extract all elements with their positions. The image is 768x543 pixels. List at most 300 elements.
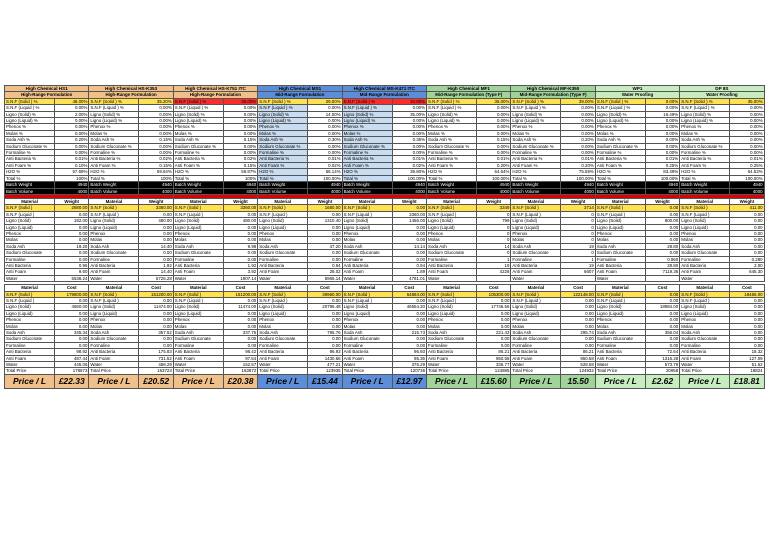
spec-label[interactable]: Total % [427, 175, 477, 181]
weight-value[interactable]: 0.00 [55, 211, 89, 217]
cost-header[interactable]: Cost [55, 285, 89, 291]
cost-header[interactable]: Cost [308, 285, 342, 291]
spec-label[interactable]: Batch Weight [89, 182, 139, 188]
material-label[interactable]: Molas [427, 323, 477, 329]
material-label[interactable]: S.N.F (Liquid ) [258, 298, 308, 304]
spec-label[interactable]: Soda Ash % [89, 137, 139, 143]
material-label[interactable]: Anti Bacteria [258, 262, 308, 268]
weight-value[interactable]: 0.00 [392, 224, 426, 230]
spec-label[interactable]: Molas % [427, 130, 477, 136]
material-label[interactable]: S.N.F (Solid ) [511, 291, 561, 297]
spec-value[interactable]: 39.00% [561, 98, 595, 104]
material-header[interactable]: Material [173, 285, 223, 291]
material-header[interactable]: Material [89, 198, 139, 204]
material-label[interactable]: Ligno (Solid) [427, 218, 477, 224]
cost-value[interactable]: 0.00 [139, 342, 173, 348]
spec-value[interactable]: 0.00% [645, 118, 679, 124]
weight-value[interactable]: 0.00 [139, 224, 173, 230]
spec-label[interactable]: Molas % [342, 130, 392, 136]
spec-value[interactable]: 4000 [730, 188, 764, 194]
material-header[interactable]: Material [511, 285, 561, 291]
spec-label[interactable]: Formaline % [173, 150, 223, 156]
material-label[interactable]: Ligno (Liquid) [511, 224, 561, 230]
weight-value[interactable]: 3360.00 [392, 211, 426, 217]
spec-value[interactable]: 0.00% [139, 130, 173, 136]
cost-value[interactable]: 0.00 [645, 291, 679, 297]
spec-value[interactable]: 0.00% [223, 111, 257, 117]
spec-value[interactable]: 4940 [139, 182, 173, 188]
material-label[interactable]: Molas [511, 237, 561, 243]
material-label[interactable]: Molas [89, 237, 139, 243]
spec-value[interactable]: 0.00% [730, 124, 764, 130]
cost-value[interactable]: 0.00 [561, 317, 595, 323]
spec-label[interactable]: Ligno (Liquid) % [173, 118, 223, 124]
product-title[interactable]: High Chemical MS-K471 ITC [342, 86, 426, 92]
spec-label[interactable]: Ligno (Solid) % [595, 111, 645, 117]
material-label[interactable]: Sodium Gluconate [258, 336, 308, 342]
cost-value[interactable]: 0.00 [645, 310, 679, 316]
cost-header[interactable]: Cost [561, 285, 595, 291]
spec-label[interactable]: Ligno (Liquid) % [680, 118, 730, 124]
weight-value[interactable]: 0 [561, 218, 595, 224]
total-price-label[interactable]: Total Price [89, 368, 139, 374]
material-label[interactable]: Anti Foam [342, 355, 392, 361]
spec-value[interactable]: 0.00% [308, 124, 342, 130]
weight-value[interactable]: 0.00 [308, 230, 342, 236]
spec-value[interactable]: 0.02% [223, 156, 257, 162]
spec-label[interactable]: Batch Weight [680, 182, 730, 188]
material-label[interactable]: S.N.F (Liquid ) [427, 298, 477, 304]
spec-label[interactable]: Ligno (Liquid) % [511, 118, 561, 124]
total-price-label[interactable]: Total Price [511, 368, 561, 374]
spec-label[interactable]: Anti Bacteria % [342, 156, 392, 162]
weight-value[interactable]: 3.92 [223, 269, 257, 275]
cost-value[interactable]: 0.00 [561, 336, 595, 342]
spec-label[interactable]: Ligno (Solid) % [511, 111, 561, 117]
material-label[interactable]: Ligno (Solid) [258, 218, 308, 224]
material-label[interactable]: Soda Ash [511, 243, 561, 249]
spec-label[interactable]: Soda Ash % [595, 137, 645, 143]
material-label[interactable]: Anti Bacteria [173, 262, 223, 268]
material-label[interactable]: Anti Bacteria [89, 262, 139, 268]
spec-value[interactable]: 35.00% [223, 98, 257, 104]
product-subtitle[interactable]: Water Proofing [595, 92, 679, 98]
material-header[interactable]: Material [258, 285, 308, 291]
cost-value[interactable]: 0.00 [139, 323, 173, 329]
spec-label[interactable]: Ligno (Solid) % [342, 111, 392, 117]
cost-value[interactable]: 46554.20 [392, 304, 426, 310]
weight-value[interactable]: 0.00 [645, 250, 679, 256]
material-label[interactable]: Formaline [680, 256, 730, 262]
material-label[interactable]: Anti Bacteria [511, 262, 561, 268]
spec-label[interactable]: S.N.F (Solid ) % [173, 98, 223, 104]
weight-value[interactable]: 14.40 [139, 269, 173, 275]
material-label[interactable]: S.N.F (Solid ) [5, 205, 55, 211]
spec-label[interactable]: Soda Ash % [5, 137, 55, 143]
spec-value[interactable]: 0.00% [730, 150, 764, 156]
weight-value[interactable]: 0 [477, 250, 511, 256]
price-value[interactable]: £20.38 [223, 374, 257, 388]
weight-value[interactable]: 0.00 [55, 230, 89, 236]
weight-value[interactable]: 19 [477, 262, 511, 268]
price-value[interactable]: £15.60 [477, 374, 511, 388]
spec-value[interactable]: 0.00% [308, 105, 342, 111]
spec-label[interactable]: Phenox % [258, 124, 308, 130]
cost-value[interactable]: 11474.00 [139, 304, 173, 310]
material-header[interactable]: Material [258, 198, 308, 204]
material-label[interactable]: S.N.F (Liquid ) [173, 211, 223, 217]
cost-value[interactable]: 152.57 [223, 362, 257, 368]
material-label[interactable]: Ligno (Solid) [595, 218, 645, 224]
weight-value[interactable]: 0.00 [645, 230, 679, 236]
spec-value[interactable]: 0.00% [139, 143, 173, 149]
material-label[interactable]: Sodium Gluconate [173, 250, 223, 256]
material-label[interactable]: Ligno (Solid) [5, 304, 55, 310]
spec-value[interactable]: 35.00% [477, 98, 511, 104]
weight-value[interactable]: 1.92 [139, 262, 173, 268]
cost-value[interactable]: 0.00 [561, 298, 595, 304]
spec-value[interactable]: 0.00% [477, 143, 511, 149]
material-label[interactable]: Soda Ash [258, 243, 308, 249]
spec-label[interactable]: Molas % [680, 130, 730, 136]
spec-value[interactable]: 35.20% [139, 98, 173, 104]
spec-value[interactable]: 0.00% [223, 105, 257, 111]
spec-value[interactable]: 48.00% [55, 98, 89, 104]
weight-value[interactable]: 1680.00 [308, 205, 342, 211]
cost-value[interactable]: 127.09 [730, 355, 764, 361]
spec-label[interactable]: Formaline % [89, 150, 139, 156]
material-label[interactable]: Ligno (Solid) [173, 218, 223, 224]
material-label[interactable]: Soda Ash [595, 243, 645, 249]
spec-value[interactable]: 0.00% [561, 130, 595, 136]
material-label[interactable]: Formaline [89, 342, 139, 348]
weight-value[interactable]: 0.00 [55, 256, 89, 262]
weight-value[interactable]: 0.94 [308, 262, 342, 268]
spec-label[interactable]: H2O % [427, 169, 477, 175]
weight-value[interactable]: 19 [561, 262, 595, 268]
spec-value[interactable]: 0.00% [561, 105, 595, 111]
material-label[interactable]: Formaline [5, 342, 55, 348]
spec-value[interactable]: 0.00% [308, 118, 342, 124]
material-label[interactable]: Ligno (Solid) [342, 218, 392, 224]
spec-value[interactable]: 0.00% [645, 137, 679, 143]
price-label[interactable]: Price / L [511, 374, 561, 388]
cost-value[interactable]: 0.00 [392, 323, 426, 329]
spec-label[interactable]: Sodium Gluconate % [342, 143, 392, 149]
spec-value[interactable]: 0.00% [561, 111, 595, 117]
spec-value[interactable]: 0.00% [730, 111, 764, 117]
material-label[interactable]: Phenox [342, 317, 392, 323]
weight-value[interactable]: 0.00 [730, 237, 764, 243]
material-label[interactable]: S.N.F (Liquid ) [427, 211, 477, 217]
spec-label[interactable]: S.N.F (Solid ) % [258, 98, 308, 104]
spec-value[interactable]: 0.00% [55, 105, 89, 111]
cost-value[interactable]: 105300.00 [477, 291, 511, 297]
material-label[interactable]: Formaline [173, 342, 223, 348]
spec-label[interactable]: Total % [5, 175, 55, 181]
weight-value[interactable]: 4781.01 [392, 275, 426, 281]
spec-value[interactable]: 29.00% [308, 98, 342, 104]
spec-value[interactable]: 0.00% [561, 124, 595, 130]
material-label[interactable]: Ligno (Solid) [89, 218, 139, 224]
spec-label[interactable]: Batch Weight [342, 182, 392, 188]
weight-value[interactable]: 0.00 [730, 218, 764, 224]
spec-value[interactable]: 56.14% [308, 169, 342, 175]
spec-label[interactable]: Anti Foam % [595, 162, 645, 168]
weight-value[interactable]: 0.00 [55, 224, 89, 230]
material-label[interactable]: Molas [258, 323, 308, 329]
material-label[interactable]: Anti Bacteria [5, 262, 55, 268]
spec-value[interactable]: 0.20% [477, 162, 511, 168]
material-label[interactable]: Ligno (Liquid) [89, 224, 139, 230]
spec-value[interactable]: 0.30% [308, 137, 342, 143]
material-label[interactable]: Molas [595, 237, 645, 243]
material-label[interactable]: S.N.F (Liquid ) [258, 211, 308, 217]
material-label[interactable]: Anti Foam [595, 355, 645, 361]
spec-label[interactable]: Anti Foam % [173, 162, 223, 168]
material-label[interactable]: Ligno (Liquid) [342, 310, 392, 316]
spec-value[interactable]: 100.00% [308, 175, 342, 181]
cost-value[interactable]: 0.00 [645, 336, 679, 342]
weight-value[interactable]: 0.00 [308, 237, 342, 243]
spec-value[interactable]: 4940 [561, 182, 595, 188]
spec-label[interactable]: S.N.F (Liquid ) % [680, 105, 730, 111]
material-label[interactable]: Molas [342, 323, 392, 329]
cost-value[interactable]: 357.52 [139, 330, 173, 336]
product-title[interactable]: High Chemical MF-K350 [511, 86, 595, 92]
weight-header[interactable]: Weight [55, 198, 89, 204]
cost-value[interactable]: 0.00 [730, 336, 764, 342]
spec-label[interactable]: Anti Bacteria % [511, 156, 561, 162]
spec-label[interactable]: H2O % [680, 169, 730, 175]
material-label[interactable]: Sodium Gluconate [595, 250, 645, 256]
spec-label[interactable]: Batch Volume [89, 188, 139, 194]
material-label[interactable]: Ligno (Liquid) [5, 224, 55, 230]
product-subtitle[interactable]: Mid-Range Formulation (Type F) [427, 92, 511, 98]
cost-value[interactable]: 98.92 [55, 349, 89, 355]
weight-value[interactable]: 0.00 [139, 230, 173, 236]
spec-value[interactable]: 0.02% [308, 162, 342, 168]
material-label[interactable]: Ligno (Liquid) [595, 224, 645, 230]
spec-label[interactable]: Soda Ash % [427, 137, 477, 143]
spec-label[interactable]: Ligno (Liquid) % [427, 118, 477, 124]
total-price-value[interactable]: 163723 [139, 368, 173, 374]
spec-label[interactable]: Batch Volume [173, 188, 223, 194]
spec-label[interactable]: Phenox % [89, 124, 139, 130]
weight-header[interactable]: Weight [477, 198, 511, 204]
weight-value[interactable]: 0.00 [223, 211, 257, 217]
spec-label[interactable]: Total % [258, 175, 308, 181]
weight-value[interactable]: 1310.40 [308, 218, 342, 224]
spec-value[interactable]: 4000 [308, 188, 342, 194]
product-title[interactable]: High Chemical HS-K353 [89, 86, 173, 92]
weight-value[interactable]: 1 [561, 256, 595, 262]
material-label[interactable]: Ligno (Liquid) [680, 224, 730, 230]
spec-label[interactable]: Ligno (Solid) % [258, 111, 308, 117]
material-label[interactable]: S.N.F (Solid ) [258, 291, 308, 297]
cost-value[interactable]: 0.00 [139, 336, 173, 342]
spec-value[interactable]: 0.00% [139, 150, 173, 156]
material-label[interactable]: Ligno (Solid) [258, 304, 308, 310]
material-label[interactable]: S.N.F (Liquid ) [342, 298, 392, 304]
material-header[interactable]: Material [680, 285, 730, 291]
spec-value[interactable]: 0.00% [730, 118, 764, 124]
material-label[interactable]: Molas [595, 323, 645, 329]
material-label[interactable]: S.N.F (Solid ) [258, 205, 308, 211]
material-label[interactable]: Sodium Gluconate [89, 250, 139, 256]
spec-label[interactable]: S.N.F (Solid ) % [680, 98, 730, 104]
spec-label[interactable]: Anti Bacteria % [427, 156, 477, 162]
material-label[interactable]: Soda Ash [89, 330, 139, 336]
weight-value[interactable]: 5725.28 [139, 275, 173, 281]
total-price-value[interactable]: 178673 [55, 368, 89, 374]
spec-label[interactable]: Anti Bacteria % [258, 156, 308, 162]
material-label[interactable]: Anti Foam [427, 269, 477, 275]
spec-label[interactable]: Batch Volume [427, 188, 477, 194]
material-label[interactable]: Molas [427, 237, 477, 243]
weight-value[interactable]: 0.960 [645, 256, 679, 262]
material-label[interactable]: S.N.F (Liquid ) [89, 298, 139, 304]
spec-value[interactable]: 0.00% [308, 150, 342, 156]
total-price-value[interactable]: 163872 [223, 368, 257, 374]
weight-value[interactable]: 1456.00 [392, 218, 426, 224]
spec-label[interactable]: Batch Volume [5, 188, 55, 194]
spec-value[interactable]: 0.00% [308, 130, 342, 136]
material-label[interactable]: Anti Bacteria [680, 262, 730, 268]
material-label[interactable]: Anti Foam [89, 355, 139, 361]
weight-value[interactable]: 480.00 [139, 218, 173, 224]
total-price-label[interactable]: Total Price [680, 368, 730, 374]
spec-label[interactable]: Sodium Gluconate % [5, 143, 55, 149]
material-label[interactable]: Soda Ash [89, 243, 139, 249]
material-label[interactable]: Phenox [595, 230, 645, 236]
material-label[interactable]: Anti Foam [173, 355, 223, 361]
cost-value[interactable]: 295.74 [561, 330, 595, 336]
spec-label[interactable]: Soda Ash % [680, 137, 730, 143]
spec-label[interactable]: S.N.F (Liquid ) % [173, 105, 223, 111]
material-label[interactable]: Phenox [258, 230, 308, 236]
spec-label[interactable]: Formaline % [595, 150, 645, 156]
weight-value[interactable]: 0.00 [308, 250, 342, 256]
spec-value[interactable]: 0.00% [139, 124, 173, 130]
material-label[interactable]: Phenox [173, 317, 223, 323]
spec-value[interactable]: 0.00% [223, 143, 257, 149]
material-label[interactable]: Ligno (Solid) [680, 218, 730, 224]
material-label[interactable]: Anti Foam [5, 355, 55, 361]
spec-value[interactable]: 0.01% [730, 156, 764, 162]
material-label[interactable]: S.N.F (Solid ) [680, 205, 730, 211]
product-title[interactable]: High Chemical HS1 [5, 86, 89, 92]
cost-value[interactable]: 151200.00 [139, 291, 173, 297]
spec-label[interactable]: Anti Foam % [427, 162, 477, 168]
material-label[interactable]: Anti Bacteria [595, 262, 645, 268]
cost-value[interactable]: 64884.00 [392, 291, 426, 297]
material-label[interactable]: Formaline [89, 256, 139, 262]
spec-label[interactable]: S.N.F (Solid ) % [342, 98, 392, 104]
weight-value[interactable]: 800.00 [645, 218, 679, 224]
cost-value[interactable]: 0.00 [392, 342, 426, 348]
weight-value[interactable]: 0 [477, 224, 511, 230]
weight-value[interactable]: 0 [561, 237, 595, 243]
weight-value[interactable]: 28.80 [645, 243, 679, 249]
material-label[interactable]: Phenox [5, 317, 55, 323]
material-label[interactable]: Soda Ash [342, 243, 392, 249]
material-label[interactable]: Water [173, 362, 223, 368]
material-label[interactable]: Ligno (Solid) [511, 304, 561, 310]
cost-value[interactable]: 0.00 [730, 304, 764, 310]
cost-value[interactable]: 0.00 [730, 323, 764, 329]
cost-value[interactable]: 11474.00 [223, 304, 257, 310]
spec-value[interactable]: 0.00% [477, 118, 511, 124]
weight-value[interactable]: 0.00 [55, 250, 89, 256]
material-label[interactable]: Formaline [511, 342, 561, 348]
material-label[interactable]: Molas [258, 237, 308, 243]
cost-value[interactable]: 51.62 [730, 362, 764, 368]
spec-value[interactable]: 35.00% [392, 111, 426, 117]
cost-value[interactable]: 0.00 [308, 323, 342, 329]
price-label[interactable]: Price / L [680, 374, 730, 388]
cost-value[interactable]: 0.00 [308, 317, 342, 323]
material-label[interactable]: Sodium Gluconate [511, 250, 561, 256]
cost-value[interactable]: 0.00 [139, 310, 173, 316]
spec-value[interactable]: 0.00% [55, 130, 89, 136]
spec-value[interactable]: 35.00% [730, 98, 764, 104]
spec-label[interactable]: Batch Weight [173, 182, 223, 188]
weight-value[interactable]: 4228 [477, 269, 511, 275]
material-label[interactable]: Soda Ash [5, 243, 55, 249]
material-label[interactable]: Ligno (Liquid) [89, 310, 139, 316]
cost-value[interactable]: 0.00 [645, 298, 679, 304]
spec-value[interactable]: 0.00% [645, 130, 679, 136]
material-label[interactable]: S.N.F (Solid ) [680, 291, 730, 297]
material-label[interactable]: Anti Bacteria [5, 349, 55, 355]
spec-value[interactable]: 4000 [55, 188, 89, 194]
spec-label[interactable]: Formaline % [680, 150, 730, 156]
material-label[interactable]: S.N.F (Liquid ) [595, 211, 645, 217]
spec-value[interactable]: 0.35% [392, 137, 426, 143]
weight-value[interactable]: 6607 [561, 269, 595, 275]
weight-value[interactable]: 14 [477, 243, 511, 249]
spec-label[interactable]: Phenox % [595, 124, 645, 130]
total-price-label[interactable]: Total Price [258, 368, 308, 374]
material-label[interactable]: Formaline [258, 256, 308, 262]
cost-value[interactable]: 179800.00 [55, 291, 89, 297]
product-subtitle[interactable]: High-Range Formulation [173, 92, 257, 98]
spec-label[interactable]: Sodium Gluconate % [511, 143, 561, 149]
material-label[interactable]: Molas [173, 323, 223, 329]
material-label[interactable]: Water [342, 275, 392, 281]
material-label[interactable]: Sodium Gluconate [680, 336, 730, 342]
cost-value[interactable]: 950.58 [477, 355, 511, 361]
spec-value[interactable]: 0.15% [223, 162, 257, 168]
material-label[interactable]: S.N.F (Liquid ) [5, 211, 55, 217]
weight-value[interactable]: 0 [477, 237, 511, 243]
total-price-value[interactable]: 124885 [477, 368, 511, 374]
spec-value[interactable]: 0.00% [645, 143, 679, 149]
spec-value[interactable]: 0.00% [561, 150, 595, 156]
weight-value[interactable]: 5965.14 [308, 275, 342, 281]
material-label[interactable]: S.N.F (Solid ) [595, 205, 645, 211]
weight-value[interactable]: 47.20 [308, 243, 342, 249]
spec-value[interactable]: 4940 [223, 182, 257, 188]
spec-value[interactable]: 14.00% [308, 111, 342, 117]
spec-value[interactable]: 39.80% [392, 169, 426, 175]
material-header[interactable]: Material [511, 198, 561, 204]
material-label[interactable]: S.N.F (Solid ) [427, 205, 477, 211]
weight-value[interactable]: 192.00 [55, 218, 89, 224]
spec-label[interactable]: H2O % [173, 169, 223, 175]
cost-value[interactable]: 0.00 [55, 317, 89, 323]
